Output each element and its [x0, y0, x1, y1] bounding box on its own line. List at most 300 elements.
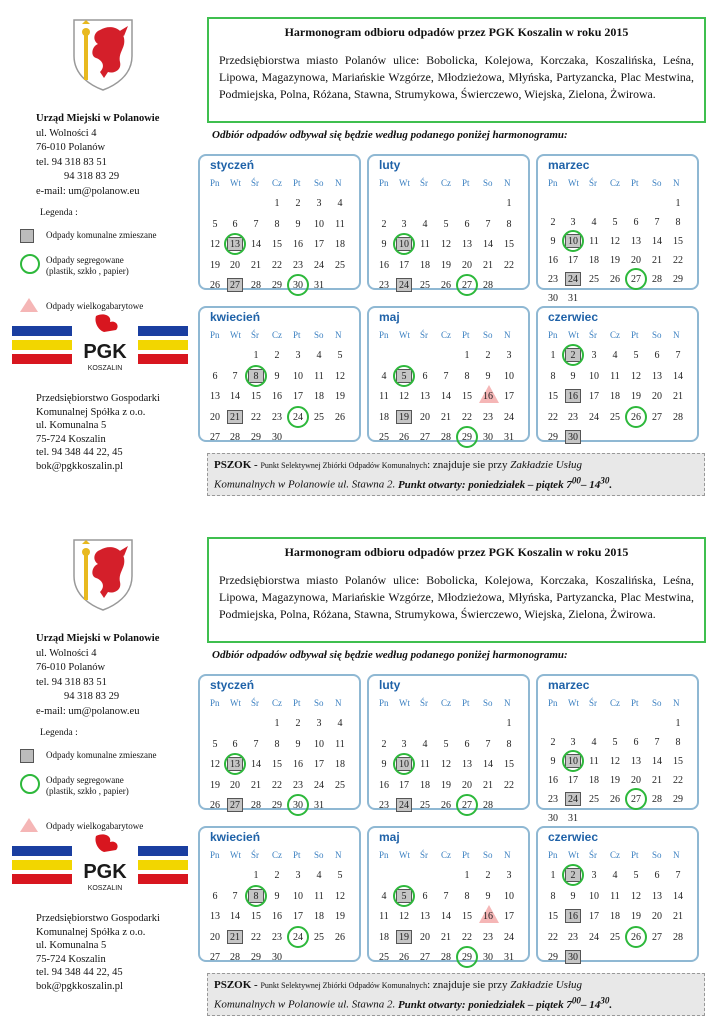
weekday-label: Śr: [589, 178, 598, 188]
calendar-day: 26: [626, 412, 646, 423]
sidebar: [0, 520, 200, 1032]
pszok-hours-sup-2: 30: [600, 475, 610, 485]
calendar-day: 3: [570, 217, 576, 228]
office-phone-1: tel. 94 318 83 51: [36, 676, 107, 688]
green-circle-icon: [20, 254, 40, 274]
calendar-day: 1: [675, 198, 681, 209]
calendar-day: 14: [673, 890, 683, 902]
weekday-label: Pt: [631, 178, 639, 188]
calendar-day: 9: [570, 370, 576, 382]
calendar-day: 14: [652, 236, 662, 247]
calendar-day: 2: [295, 198, 301, 209]
calendar-day: 27: [626, 274, 646, 285]
calendar-day: 10: [504, 890, 514, 902]
calendar-day: 16: [563, 911, 583, 922]
calendar-day: 2: [381, 218, 387, 230]
weekday-label: Wt: [568, 698, 579, 708]
weekday-label: Cz: [441, 850, 451, 860]
weekday-label: So: [652, 698, 662, 708]
weekday-label: N: [673, 698, 680, 708]
pszok-label: PSZOK -: [214, 979, 261, 991]
calendar-day: 10: [589, 370, 599, 382]
calendar-day: 10: [394, 239, 414, 250]
calendar-day: 30: [288, 280, 308, 291]
gray-square-icon: [20, 229, 34, 243]
calendar-day: 18: [379, 411, 389, 423]
calendar-day: 5: [394, 371, 414, 382]
calendar-day: 5: [337, 870, 343, 881]
office-name: Urząd Miejski w Polanowie: [36, 633, 160, 644]
calendar-day: 15: [548, 911, 558, 922]
office-postcode: 76-010 Polanów: [36, 142, 106, 153]
pszok-located: : znajduje sie przy: [427, 459, 511, 471]
calendar-day: 15: [462, 911, 472, 922]
calendar-day: 4: [381, 890, 387, 902]
calendar-day: 18: [589, 255, 599, 266]
calendar-day: 5: [633, 870, 639, 881]
calendar-day: 29: [673, 794, 683, 805]
calendar-day: 18: [420, 259, 430, 271]
calendar-day: 23: [293, 259, 303, 271]
calendar-day: 11: [589, 236, 599, 247]
calendar-day: 27: [652, 931, 662, 943]
calendar-day: 27: [225, 280, 245, 291]
calendar-day: 23: [483, 931, 493, 943]
calendar-day: 10: [563, 236, 583, 247]
calendar-day: 9: [381, 759, 387, 770]
calendar-day: 25: [589, 794, 599, 805]
calendar-day: 12: [441, 239, 451, 250]
calendar-day: 4: [337, 718, 343, 729]
company-line: bok@pgkkoszalin.pl: [36, 460, 123, 472]
calendar-day: 19: [335, 911, 345, 922]
calendar-day: 22: [504, 779, 514, 791]
calendar-day: 17: [293, 391, 303, 402]
calendar-day: 27: [420, 432, 430, 443]
office-postcode: 76-010 Polanów: [36, 662, 106, 673]
calendar-day: 15: [272, 239, 282, 250]
weekday-label: Cz: [441, 330, 451, 340]
month-calendar: [367, 826, 530, 962]
calendar-day: 12: [610, 236, 620, 247]
weekday-label: So: [652, 850, 662, 860]
calendar-day: 2: [563, 350, 583, 361]
calendar-day: 22: [251, 411, 261, 423]
calendar-day: 9: [550, 236, 556, 247]
calendar-day: 18: [379, 931, 389, 943]
company-line: Komunalnej Spółka z o.o.: [36, 406, 146, 418]
calendar-day: 27: [626, 794, 646, 805]
calendar-day: 14: [230, 911, 240, 922]
calendar-day: 24: [504, 931, 514, 943]
calendar-day: 25: [314, 931, 324, 943]
weekday-label: N: [335, 850, 342, 860]
calendar-day: 1: [506, 198, 512, 209]
weekday-label: Cz: [610, 698, 620, 708]
weekday-label: N: [673, 330, 680, 340]
month-name: styczeń: [210, 158, 255, 172]
calendar-day: 20: [631, 775, 641, 786]
calendar-day: 23: [379, 280, 389, 291]
calendar-day: 25: [335, 779, 345, 791]
calendar-day: 5: [394, 891, 414, 902]
calendar-day: 16: [548, 255, 558, 266]
calendar-day: 10: [394, 759, 414, 770]
calendar-day: 22: [504, 259, 514, 271]
weekday-label: Cz: [441, 178, 451, 188]
weekday-label: Śr: [420, 850, 429, 860]
office-phone-2: 94 318 83 29: [64, 171, 120, 182]
calendar-day: 29: [673, 274, 683, 285]
weekday-label: Wt: [568, 850, 579, 860]
calendar-day: 28: [673, 931, 683, 943]
month-name: marzec: [548, 158, 590, 172]
weekday-label: So: [314, 330, 324, 340]
calendar-day: 26: [441, 800, 451, 811]
calendar-day: 10: [589, 890, 599, 902]
calendar-day: 7: [485, 738, 491, 750]
weekday-label: So: [483, 330, 493, 340]
pszok-info: [207, 973, 705, 1016]
calendar-day: 17: [589, 391, 599, 402]
calendar-day: 15: [673, 236, 683, 247]
legend-segregated-label: Odpady segregowane: [46, 255, 124, 265]
calendar-day: 4: [612, 350, 618, 361]
calendar-day: 7: [253, 738, 259, 750]
calendar-day: 13: [210, 391, 220, 402]
calendar-day: 23: [568, 411, 578, 423]
calendar-day: 14: [441, 391, 451, 402]
calendar-day: 8: [550, 370, 556, 382]
page-title: Harmonogram odbioru odpadów przez PGK Koszalin w roku 2015: [284, 25, 629, 39]
calendar-day: 23: [483, 411, 493, 423]
calendar-day: 5: [212, 738, 218, 750]
calendar-day: 30: [563, 432, 583, 443]
month-name: kwiecień: [210, 310, 261, 324]
weekday-label: Wt: [399, 178, 410, 188]
weekday-label: Pn: [210, 178, 220, 188]
month-calendar: [367, 306, 530, 442]
month-name: czerwiec: [548, 310, 599, 324]
calendar-day: 1: [274, 718, 280, 729]
calendar-day: 8: [506, 218, 512, 230]
weekday-label: Pt: [462, 330, 470, 340]
weekday-label: Pn: [548, 850, 558, 860]
company-line: tel. 94 348 44 22, 45: [36, 447, 123, 458]
calendar-day: 7: [485, 218, 491, 230]
calendar-day: 22: [272, 779, 282, 791]
weekday-label: N: [504, 698, 511, 708]
weekday-label: Cz: [272, 178, 282, 188]
weekday-label: Pt: [462, 698, 470, 708]
calendar-day: 25: [379, 432, 389, 443]
calendar-day: 17: [399, 259, 409, 271]
calendar-day: 29: [548, 952, 558, 963]
calendar-day: 6: [232, 738, 238, 750]
calendar-day: 1: [550, 350, 556, 361]
calendar-day: 5: [612, 217, 618, 228]
company-line: tel. 94 348 44 22, 45: [36, 967, 123, 978]
calendar-day: 18: [610, 911, 620, 922]
calendar-day: 15: [673, 756, 683, 767]
office-street: ul. Wolności 4: [36, 647, 97, 659]
calendar-day: 18: [420, 779, 430, 791]
calendar-day: 15: [272, 759, 282, 770]
calendar-day: 13: [652, 370, 662, 382]
calendar-day: 12: [210, 239, 220, 250]
weekday-label: Śr: [420, 178, 429, 188]
calendar-day: 28: [251, 800, 261, 811]
calendar-day: 15: [462, 391, 472, 402]
calendar-day: 30: [548, 293, 558, 304]
weekday-label: Pn: [548, 330, 558, 340]
calendar-day: 20: [420, 931, 430, 943]
calendar-day: 13: [420, 911, 430, 922]
month-name: marzec: [548, 678, 590, 692]
weekday-label: So: [652, 178, 662, 188]
streets-description: Przedsiębiorstwa miasto Polanów ulice: Bobolicka, Kolejowa, Korczaka, Koszalińska, Leśna, Lipowa, Magazynowa, Mariańskie Wzgórze, Młodzieżowa, Młyńska, Partyzancka, Plac Mestwina, Podmiejska, Polna, Różana, Stawna, Strumykowa, Świerczewo, Wiejska, Zielona, Żwirowa.: [219, 53, 694, 101]
calendar-day: 30: [483, 952, 493, 963]
calendar-day: 8: [675, 737, 681, 748]
weekday-label: So: [314, 698, 324, 708]
calendar-day: 13: [631, 756, 641, 767]
legend-bulky-label: Odpady wielkogabarytowe: [46, 821, 144, 831]
calendar-day: 3: [316, 198, 322, 209]
pszok-end: .: [609, 478, 613, 491]
legend-mixed-label: Odpady komunalne zmieszane: [46, 230, 157, 240]
weekday-label: Pn: [379, 178, 389, 188]
calendar-day: 24: [563, 794, 583, 805]
weekday-label: Wt: [568, 330, 579, 340]
pink-triangle-icon: [20, 818, 38, 832]
calendar-day: 7: [253, 218, 259, 230]
calendar-day: 2: [485, 870, 491, 881]
company-line: Przedsiębiorstwo Gospodarki: [36, 393, 160, 404]
calendar-day: 12: [335, 890, 345, 902]
calendar-day: 31: [314, 800, 324, 811]
calendar-day: 21: [483, 779, 493, 791]
calendar-day: 6: [464, 218, 470, 230]
pszok-hours-sup-1: 00: [571, 475, 581, 485]
office-address: [36, 112, 159, 199]
calendar-day: 11: [379, 911, 389, 922]
calendar-day: 3: [570, 737, 576, 748]
calendar-day: 6: [212, 890, 218, 902]
calendar-day: 20: [230, 259, 240, 271]
calendar-day: 29: [548, 432, 558, 443]
calendar-day: 20: [210, 931, 220, 943]
calendar-day: 18: [589, 775, 599, 786]
calendar-day: 7: [232, 890, 238, 902]
calendar-day: 9: [295, 738, 301, 750]
calendar-day: 17: [504, 911, 514, 922]
weekday-label: N: [504, 850, 511, 860]
gray-square-icon: [20, 749, 34, 763]
calendar-day: 16: [379, 779, 389, 791]
calendar-day: 9: [274, 370, 280, 382]
office-email: e-mail: um@polanow.eu: [36, 705, 140, 717]
calendar-day: 1: [253, 870, 259, 881]
calendar-day: 19: [441, 779, 451, 791]
weekday-label: Pn: [548, 698, 558, 708]
calendar-day: 12: [399, 391, 409, 402]
calendar-day: 4: [422, 738, 428, 750]
pszok-located: : znajduje sie przy: [427, 979, 511, 991]
weekday-label: Pt: [631, 850, 639, 860]
calendar-day: 24: [314, 779, 324, 791]
weekday-label: Cz: [610, 178, 620, 188]
calendar-day: 28: [230, 952, 240, 963]
weekday-label: Pt: [293, 850, 301, 860]
calendar-day: 24: [394, 800, 414, 811]
calendar-day: 22: [548, 411, 558, 423]
month-calendar: [198, 306, 361, 442]
pszok-label: PSZOK -: [214, 459, 261, 471]
calendar-day: 13: [225, 239, 245, 250]
schedule-note: Odbiór odpadów odbywał się będzie według podanego poniżej harmonogramu:: [212, 649, 568, 661]
weekday-label: Pt: [462, 178, 470, 188]
calendar-day: 27: [457, 800, 477, 811]
calendar-day: 2: [485, 350, 491, 361]
pszok-place-2: Komunalnych w Polanowie ul. Stawna 2.: [214, 998, 396, 1011]
calendar-day: 4: [591, 217, 597, 228]
company-line: bok@pgkkoszalin.pl: [36, 980, 123, 992]
header-box: [207, 17, 706, 123]
calendar-day: 14: [251, 239, 261, 250]
calendar-day: 15: [251, 911, 261, 922]
calendar-day: 1: [253, 350, 259, 361]
calendar-day: 5: [212, 218, 218, 230]
calendar-day: 21: [652, 255, 662, 266]
weekday-label: Śr: [589, 330, 598, 340]
pszok-hours-sup-1: 00: [571, 995, 581, 1005]
calendar-day: 14: [483, 239, 493, 250]
calendar-day: 3: [316, 718, 322, 729]
polanow-coat-of-arms-icon: [70, 536, 136, 612]
calendar-day: 25: [589, 274, 599, 285]
calendar-day: 23: [548, 794, 558, 805]
calendar-day: 25: [314, 411, 324, 423]
office-name: Urząd Miejski w Polanowie: [36, 113, 160, 124]
calendar-day: 26: [610, 274, 620, 285]
calendar-day: 1: [274, 198, 280, 209]
legend-segregated-detail: (plastik, szkło , papier): [46, 266, 129, 276]
calendar-day: 1: [675, 718, 681, 729]
month-name: styczeń: [210, 678, 255, 692]
legend-title: Legenda :: [40, 208, 78, 218]
calendar-day: 18: [314, 391, 324, 402]
calendar-day: 11: [379, 391, 389, 402]
calendar-day: 1: [464, 870, 470, 881]
calendar-day: 8: [274, 738, 280, 750]
month-calendar: [536, 154, 699, 304]
company-address: [36, 392, 160, 473]
schedule-sheet-bottom: [0, 520, 724, 1032]
calendar-day: 25: [610, 411, 620, 423]
calendar-day: 29: [251, 432, 261, 443]
calendar-day: 26: [626, 932, 646, 943]
company-line: 75-724 Koszalin: [36, 433, 106, 445]
calendar-day: 30: [272, 432, 282, 443]
calendar-day: 21: [251, 259, 261, 271]
calendar-day: 6: [422, 370, 428, 382]
calendar-day: 20: [652, 911, 662, 922]
calendar-day: 26: [210, 280, 220, 291]
office-phone-1: tel. 94 318 83 51: [36, 156, 107, 168]
calendar-day: 20: [631, 255, 641, 266]
weekday-label: Wt: [230, 178, 241, 188]
calendar-day: 25: [420, 280, 430, 291]
calendar-day: 8: [675, 217, 681, 228]
weekday-label: Wt: [230, 330, 241, 340]
calendar-day: 10: [314, 738, 324, 750]
month-calendar: [367, 154, 530, 290]
calendar-day: 11: [420, 759, 430, 770]
weekday-label: Pt: [293, 178, 301, 188]
calendar-day: 10: [314, 218, 324, 230]
calendar-day: 3: [401, 218, 407, 230]
calendar-day: 6: [232, 218, 238, 230]
legend-mixed-label: Odpady komunalne zmieszane: [46, 750, 157, 760]
pszok-place-2: Komunalnych w Polanowie ul. Stawna 2.: [214, 478, 396, 491]
calendar-day: 30: [288, 800, 308, 811]
calendar-day: 4: [316, 870, 322, 881]
weekday-label: Cz: [610, 330, 620, 340]
calendar-day: 3: [506, 870, 512, 881]
office-phone-2: 94 318 83 29: [64, 691, 120, 702]
calendar-day: 19: [210, 779, 220, 791]
calendar-day: 5: [443, 738, 449, 750]
calendar-day: 18: [314, 911, 324, 922]
weekday-label: Wt: [568, 178, 579, 188]
calendar-day: 4: [381, 370, 387, 382]
calendar-day: 21: [673, 391, 683, 402]
calendar-day: 12: [399, 911, 409, 922]
calendar-day: 12: [210, 759, 220, 770]
calendar-day: 12: [631, 370, 641, 382]
calendar-day: 18: [610, 391, 620, 402]
calendar-day: 3: [295, 350, 301, 361]
calendar-day: 2: [550, 217, 556, 228]
calendar-day: 20: [230, 779, 240, 791]
calendar-day: 10: [293, 370, 303, 382]
calendar-day: 30: [483, 432, 493, 443]
calendar-day: 26: [610, 794, 620, 805]
calendar-day: 21: [673, 911, 683, 922]
pszok-full-name: Punkt Selektywnej Zbiórki Odpadów Komunalnych: [260, 461, 428, 470]
calendar-day: 4: [337, 198, 343, 209]
calendar-day: 7: [654, 217, 660, 228]
calendar-day: 7: [675, 350, 681, 361]
sidebar: [0, 0, 200, 512]
calendar-day: 27: [210, 952, 220, 963]
calendar-day: 2: [381, 738, 387, 750]
calendar-day: 24: [288, 932, 308, 943]
calendar-day: 3: [591, 350, 597, 361]
calendar-day: 13: [631, 236, 641, 247]
calendar-day: 14: [441, 911, 451, 922]
calendar-day: 28: [652, 794, 662, 805]
calendar-day: 3: [506, 350, 512, 361]
calendar-day: 26: [399, 952, 409, 963]
calendar-day: 1: [506, 718, 512, 729]
calendar-day: 12: [335, 370, 345, 382]
calendar-day: 17: [399, 779, 409, 791]
calendar-day: 17: [293, 911, 303, 922]
logo-subtext: KOSZALIN: [87, 885, 123, 892]
calendar-day: 31: [314, 280, 324, 291]
calendar-day: 13: [420, 391, 430, 402]
